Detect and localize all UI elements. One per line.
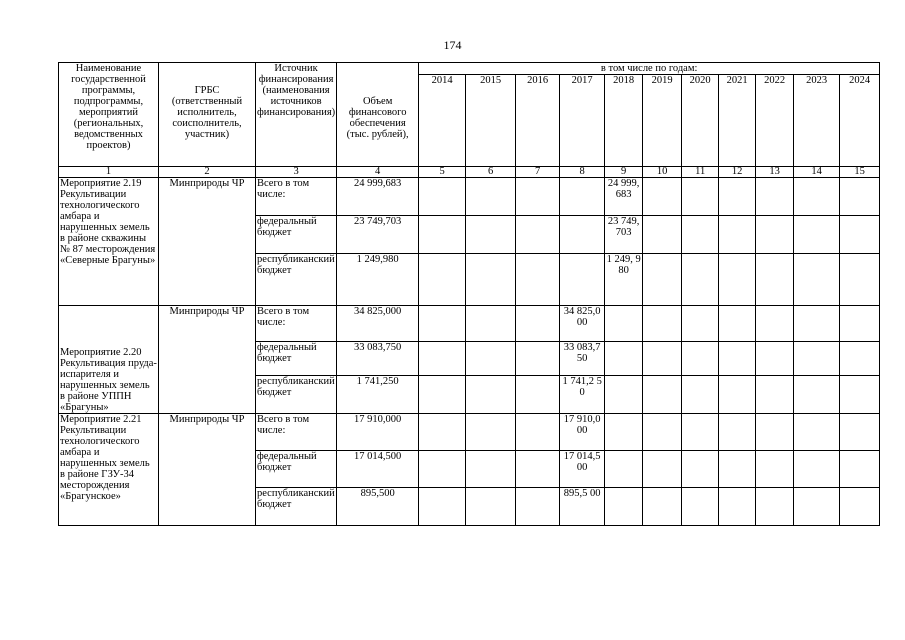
year-value-cell bbox=[605, 414, 643, 451]
year-value-cell bbox=[756, 376, 794, 414]
funding-source: федеральный бюджет bbox=[256, 451, 337, 488]
year-value-cell bbox=[605, 376, 643, 414]
financing-table bbox=[58, 62, 880, 526]
year-value-cell bbox=[466, 451, 516, 488]
year-value-cell bbox=[840, 488, 880, 526]
funding-source: республиканский бюджет bbox=[256, 254, 337, 306]
year-value-cell bbox=[643, 376, 682, 414]
funding-volume: 24 999,683 bbox=[337, 178, 419, 216]
year-value-cell bbox=[419, 376, 466, 414]
header-year: 2016 bbox=[516, 75, 560, 167]
year-value-cell bbox=[643, 451, 682, 488]
column-number: 14 bbox=[794, 167, 840, 178]
column-number: 5 bbox=[419, 167, 466, 178]
header-year: 2024 bbox=[840, 75, 880, 167]
year-value-cell bbox=[719, 414, 756, 451]
year-value-cell bbox=[682, 414, 719, 451]
header-year: 2015 bbox=[466, 75, 516, 167]
funding-volume: 23 749,703 bbox=[337, 216, 419, 254]
year-value-cell bbox=[840, 414, 880, 451]
column-number: 7 bbox=[516, 167, 560, 178]
year-value-cell bbox=[466, 488, 516, 526]
header-year: 2021 bbox=[719, 75, 756, 167]
year-value-cell bbox=[419, 216, 466, 254]
year-value-cell bbox=[682, 451, 719, 488]
year-value-cell bbox=[756, 216, 794, 254]
year-value-cell bbox=[794, 414, 840, 451]
measure-name: Мероприятие 2.21 Рекультивации технологического амбара и нарушенных земель в районе ГЗУ-34 месторождения «Брагунское» bbox=[59, 414, 159, 526]
header-volume: Объем финансового обеспечения (тыс. рублей), bbox=[337, 63, 419, 167]
year-value-cell bbox=[719, 451, 756, 488]
year-value-cell bbox=[794, 216, 840, 254]
year-value-cell bbox=[840, 342, 880, 376]
measure-grbs: Минприроды ЧР bbox=[159, 178, 256, 306]
measure-grbs: Минприроды ЧР bbox=[159, 306, 256, 414]
funding-volume: 17 014,500 bbox=[337, 451, 419, 488]
header-grbs: ГРБС (ответственный исполнитель, соисполнитель, участник) bbox=[159, 63, 256, 167]
year-value-cell bbox=[516, 414, 560, 451]
column-number: 6 bbox=[466, 167, 516, 178]
year-value-cell bbox=[643, 216, 682, 254]
year-value-cell bbox=[719, 254, 756, 306]
year-value-cell bbox=[419, 178, 466, 216]
table-row bbox=[59, 414, 880, 451]
year-value-cell bbox=[560, 254, 605, 306]
funding-source: республиканский бюджет bbox=[256, 376, 337, 414]
header-source: Источник финансирования (наименования источников финансирования) bbox=[256, 63, 337, 167]
year-value-cell bbox=[794, 178, 840, 216]
year-value-cell: 895,5 00 bbox=[560, 488, 605, 526]
year-value-cell bbox=[605, 342, 643, 376]
funding-volume: 17 910,000 bbox=[337, 414, 419, 451]
year-value-cell bbox=[794, 451, 840, 488]
year-value-cell bbox=[466, 414, 516, 451]
year-value-cell bbox=[756, 342, 794, 376]
year-value-cell bbox=[719, 178, 756, 216]
year-value-cell bbox=[682, 306, 719, 342]
funding-volume: 1 741,250 bbox=[337, 376, 419, 414]
year-value-cell bbox=[840, 216, 880, 254]
column-number: 3 bbox=[256, 167, 337, 178]
year-value-cell bbox=[719, 216, 756, 254]
header-year: 2020 bbox=[682, 75, 719, 167]
year-value-cell: 1 741,2 50 bbox=[560, 376, 605, 414]
column-number: 10 bbox=[643, 167, 682, 178]
year-value-cell: 34 825,0 00 bbox=[560, 306, 605, 342]
measure-name: Мероприятие 2.20 Рекультивация пруда-испарителя и нарушенных земель в районе УППН «Брагуны» bbox=[59, 306, 159, 414]
year-value-cell bbox=[719, 306, 756, 342]
year-value-cell bbox=[756, 488, 794, 526]
funding-volume: 33 083,750 bbox=[337, 342, 419, 376]
measure-name: Мероприятие 2.19 Рекультивации технологического амбара и нарушенных земель в районе скважины № 87 месторождения «Северные Брагуны» bbox=[59, 178, 159, 306]
header-by-years: в том числе по годам: bbox=[419, 63, 880, 75]
header-year: 2019 bbox=[643, 75, 682, 167]
table-row bbox=[59, 178, 880, 216]
year-value-cell bbox=[516, 451, 560, 488]
year-value-cell bbox=[643, 306, 682, 342]
funding-source: Всего в том числе: bbox=[256, 306, 337, 342]
year-value-cell bbox=[756, 306, 794, 342]
funding-source: Всего в том числе: bbox=[256, 414, 337, 451]
year-value-cell bbox=[756, 178, 794, 216]
year-value-cell bbox=[605, 488, 643, 526]
year-value-cell bbox=[516, 306, 560, 342]
year-value-cell bbox=[516, 254, 560, 306]
year-value-cell bbox=[643, 178, 682, 216]
page-number: 174 bbox=[443, 38, 462, 52]
year-value-cell: 17 014,5 00 bbox=[560, 451, 605, 488]
column-number: 12 bbox=[719, 167, 756, 178]
year-value-cell bbox=[516, 488, 560, 526]
year-value-cell bbox=[682, 342, 719, 376]
year-value-cell bbox=[466, 178, 516, 216]
year-value-cell bbox=[840, 254, 880, 306]
year-value-cell bbox=[419, 342, 466, 376]
column-number: 11 bbox=[682, 167, 719, 178]
year-value-cell bbox=[643, 488, 682, 526]
year-value-cell bbox=[419, 414, 466, 451]
year-value-cell bbox=[643, 254, 682, 306]
column-number: 15 bbox=[840, 167, 880, 178]
year-value-cell bbox=[794, 488, 840, 526]
column-number: 4 bbox=[337, 167, 419, 178]
year-value-cell bbox=[605, 451, 643, 488]
year-value-cell bbox=[516, 342, 560, 376]
column-number: 13 bbox=[756, 167, 794, 178]
year-value-cell bbox=[516, 376, 560, 414]
year-value-cell bbox=[840, 376, 880, 414]
year-value-cell bbox=[719, 342, 756, 376]
year-value-cell bbox=[682, 178, 719, 216]
funding-source: Всего в том числе: bbox=[256, 178, 337, 216]
year-value-cell bbox=[643, 414, 682, 451]
year-value-cell bbox=[516, 178, 560, 216]
year-value-cell: 1 249, 980 bbox=[605, 254, 643, 306]
funding-volume: 34 825,000 bbox=[337, 306, 419, 342]
year-value-cell: 23 749, 703 bbox=[605, 216, 643, 254]
year-value-cell bbox=[419, 254, 466, 306]
year-value-cell bbox=[794, 254, 840, 306]
year-value-cell bbox=[840, 451, 880, 488]
year-value-cell bbox=[419, 488, 466, 526]
year-value-cell bbox=[419, 306, 466, 342]
year-value-cell bbox=[682, 376, 719, 414]
year-value-cell: 17 910,0 00 bbox=[560, 414, 605, 451]
funding-volume: 895,500 bbox=[337, 488, 419, 526]
year-value-cell bbox=[682, 254, 719, 306]
header-year: 2018 bbox=[605, 75, 643, 167]
year-value-cell: 24 999, 683 bbox=[605, 178, 643, 216]
year-value-cell bbox=[419, 451, 466, 488]
year-value-cell bbox=[560, 216, 605, 254]
year-value-cell bbox=[794, 306, 840, 342]
year-value-cell bbox=[466, 254, 516, 306]
year-value-cell bbox=[840, 178, 880, 216]
column-number: 8 bbox=[560, 167, 605, 178]
column-number: 2 bbox=[159, 167, 256, 178]
year-value-cell bbox=[794, 342, 840, 376]
year-value-cell bbox=[466, 306, 516, 342]
year-value-cell bbox=[794, 376, 840, 414]
header-year: 2023 bbox=[794, 75, 840, 167]
year-value-cell: 33 083,7 50 bbox=[560, 342, 605, 376]
funding-source: федеральный бюджет bbox=[256, 216, 337, 254]
measure-grbs: Минприроды ЧР bbox=[159, 414, 256, 526]
funding-volume: 1 249,980 bbox=[337, 254, 419, 306]
header-year: 2017 bbox=[560, 75, 605, 167]
column-number: 9 bbox=[605, 167, 643, 178]
header-year: 2014 bbox=[419, 75, 466, 167]
year-value-cell bbox=[643, 342, 682, 376]
year-value-cell bbox=[682, 488, 719, 526]
table-row bbox=[59, 306, 880, 342]
year-value-cell bbox=[756, 451, 794, 488]
year-value-cell bbox=[516, 216, 560, 254]
header-name: Наименование государственной программы, подпрограммы, мероприятий (региональных, ведомственных проектов) bbox=[59, 63, 159, 167]
year-value-cell bbox=[466, 376, 516, 414]
year-value-cell bbox=[756, 254, 794, 306]
year-value-cell bbox=[840, 306, 880, 342]
year-value-cell bbox=[756, 414, 794, 451]
year-value-cell bbox=[719, 488, 756, 526]
year-value-cell bbox=[719, 376, 756, 414]
year-value-cell bbox=[466, 216, 516, 254]
funding-source: республиканский бюджет bbox=[256, 488, 337, 526]
column-number: 1 bbox=[59, 167, 159, 178]
year-value-cell bbox=[560, 178, 605, 216]
header-year: 2022 bbox=[756, 75, 794, 167]
year-value-cell bbox=[682, 216, 719, 254]
funding-source: федеральный бюджет bbox=[256, 342, 337, 376]
year-value-cell bbox=[605, 306, 643, 342]
year-value-cell bbox=[466, 342, 516, 376]
